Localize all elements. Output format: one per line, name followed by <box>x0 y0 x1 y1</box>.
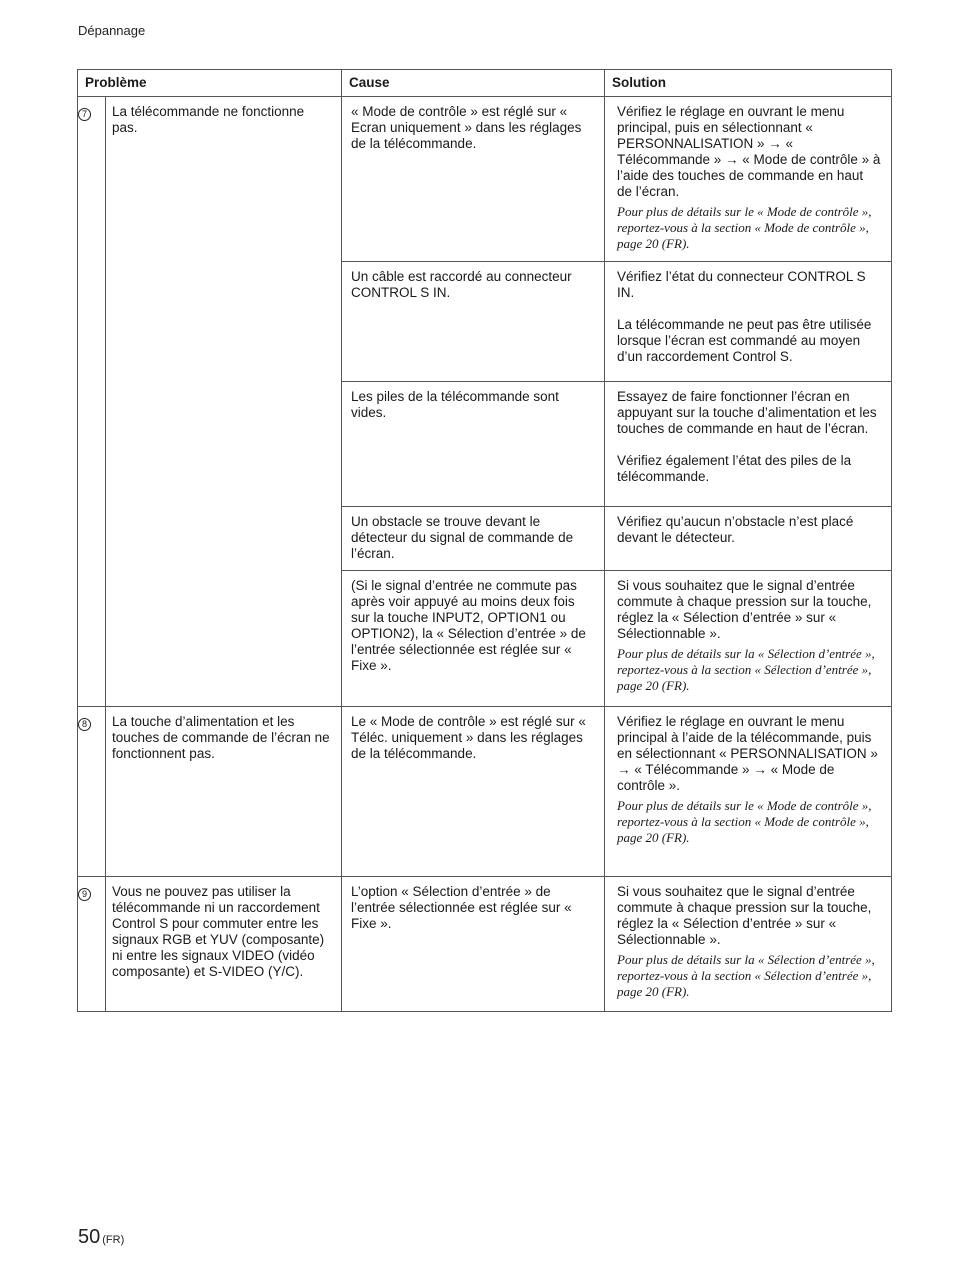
cause-cell: « Mode de contrôle » est réglé sur « Ecran uniquement » dans les réglages de la télécommande. <box>342 97 605 262</box>
cause-cell: Le « Mode de contrôle » est réglé sur « Téléc. uniquement » dans les réglages de la télécommande. <box>342 707 605 877</box>
problem-number-cell <box>78 707 106 877</box>
solution-text: Vérifiez le réglage en ouvrant le menu principal à l’aide de la télécommande, puis en sélectionnant « PERSONNALISATION » → « Télécommande » → « Mode de contrôle ». <box>617 714 878 793</box>
table-row <box>78 707 892 877</box>
solution-text: Si vous souhaitez que le signal d’entrée commute à chaque pression sur la touche, réglez la « Sélection d’entrée » sur « Sélectionnable ». <box>617 578 872 641</box>
solution-text-secondary: Vérifiez également l’état des piles de la télécommande. <box>617 453 852 484</box>
cause-cell: Les piles de la télécommande sont vides. <box>342 382 605 507</box>
solution-text: Essayez de faire fonctionner l’écran en appuyant sur la touche d’alimentation et les touches de commande en haut de l’écran. <box>617 389 877 436</box>
solution-text-secondary: La télécommande ne peut pas être utilisée lorsque l’écran est commandé au moyen d’un raccordement Control S. <box>617 317 872 364</box>
problem-number: 8 <box>78 718 91 731</box>
solution-cell <box>605 507 892 571</box>
solution-reference-note: Pour plus de détails sur le « Mode de contrôle », reportez-vous à la section « Mode de contrôle », page 20 (FR). <box>617 204 872 251</box>
cause-cell: (Si le signal d’entrée ne commute pas après voir appuyé au moins deux fois sur la touche INPUT2, OPTION1 ou OPTION2), la « Sélection d’entrée » de l’entrée sélectionnée est réglée sur « Fixe ». <box>342 571 605 707</box>
table-header-row <box>78 70 892 97</box>
page-footer <box>78 1226 124 1249</box>
solution-text: Vérifiez l’état du connecteur CONTROL S IN. <box>617 269 866 300</box>
page-number: 50 <box>78 1226 101 1248</box>
solution-cell <box>605 97 892 262</box>
section-header: Dépannage <box>78 23 146 38</box>
problem-number-cell <box>78 97 106 707</box>
solution-cell <box>605 382 892 507</box>
troubleshooting-table <box>77 69 892 1012</box>
column-header-probleme: Problème <box>78 70 342 97</box>
table-row <box>78 97 892 262</box>
column-header-solution: Solution <box>605 70 892 97</box>
problem-number-cell <box>78 877 106 1012</box>
problem-number: 9 <box>78 888 91 901</box>
solution-cell <box>605 262 892 382</box>
table-body <box>78 97 892 1012</box>
column-header-cause: Cause <box>342 70 605 97</box>
problem-number: 7 <box>78 108 91 121</box>
solution-reference-note: Pour plus de détails sur le « Mode de contrôle », reportez-vous à la section « Mode de contrôle », page 20 (FR). <box>617 798 872 845</box>
problem-cell: La télécommande ne fonctionne pas. <box>106 97 342 707</box>
page-language: (FR) <box>102 1234 125 1246</box>
solution-cell <box>605 877 892 1012</box>
solution-text: Si vous souhaitez que le signal d’entrée commute à chaque pression sur la touche, réglez la « Sélection d’entrée » sur « Sélectionnable ». <box>617 884 872 947</box>
solution-reference-note: Pour plus de détails sur la « Sélection d’entrée », reportez-vous à la section « Sélection d’entrée », page 20 (FR). <box>617 952 875 999</box>
table-row <box>78 877 892 1012</box>
problem-cell: Vous ne pouvez pas utiliser la télécommande ni un raccordement Control S pour commuter entre les signaux RGB et YUV (composante) ni entre les signaux VIDEO (vidéo composante) et S-VIDEO (Y/C). <box>106 877 342 1012</box>
problem-cell: La touche d’alimentation et les touches de commande de l’écran ne fonctionnent pas. <box>106 707 342 877</box>
solution-reference-note: Pour plus de détails sur la « Sélection d’entrée », reportez-vous à la section « Sélection d’entrée », page 20 (FR). <box>617 646 875 693</box>
solution-text: Vérifiez le réglage en ouvrant le menu principal, puis en sélectionnant « PERSONNALISATION » → « Télécommande » → « Mode de contrôle » à l’aide des touches de commande en haut de l’écran. <box>617 104 881 199</box>
cause-cell: L’option « Sélection d’entrée » de l’entrée sélectionnée est réglée sur « Fixe ». <box>342 877 605 1012</box>
cause-cell: Un obstacle se trouve devant le détecteur du signal de commande de l’écran. <box>342 507 605 571</box>
solution-text: Vérifiez qu’aucun n’obstacle n’est placé devant le détecteur. <box>617 514 854 545</box>
cause-cell: Un câble est raccordé au connecteur CONTROL S IN. <box>342 262 605 382</box>
solution-cell <box>605 707 892 877</box>
solution-cell <box>605 571 892 707</box>
